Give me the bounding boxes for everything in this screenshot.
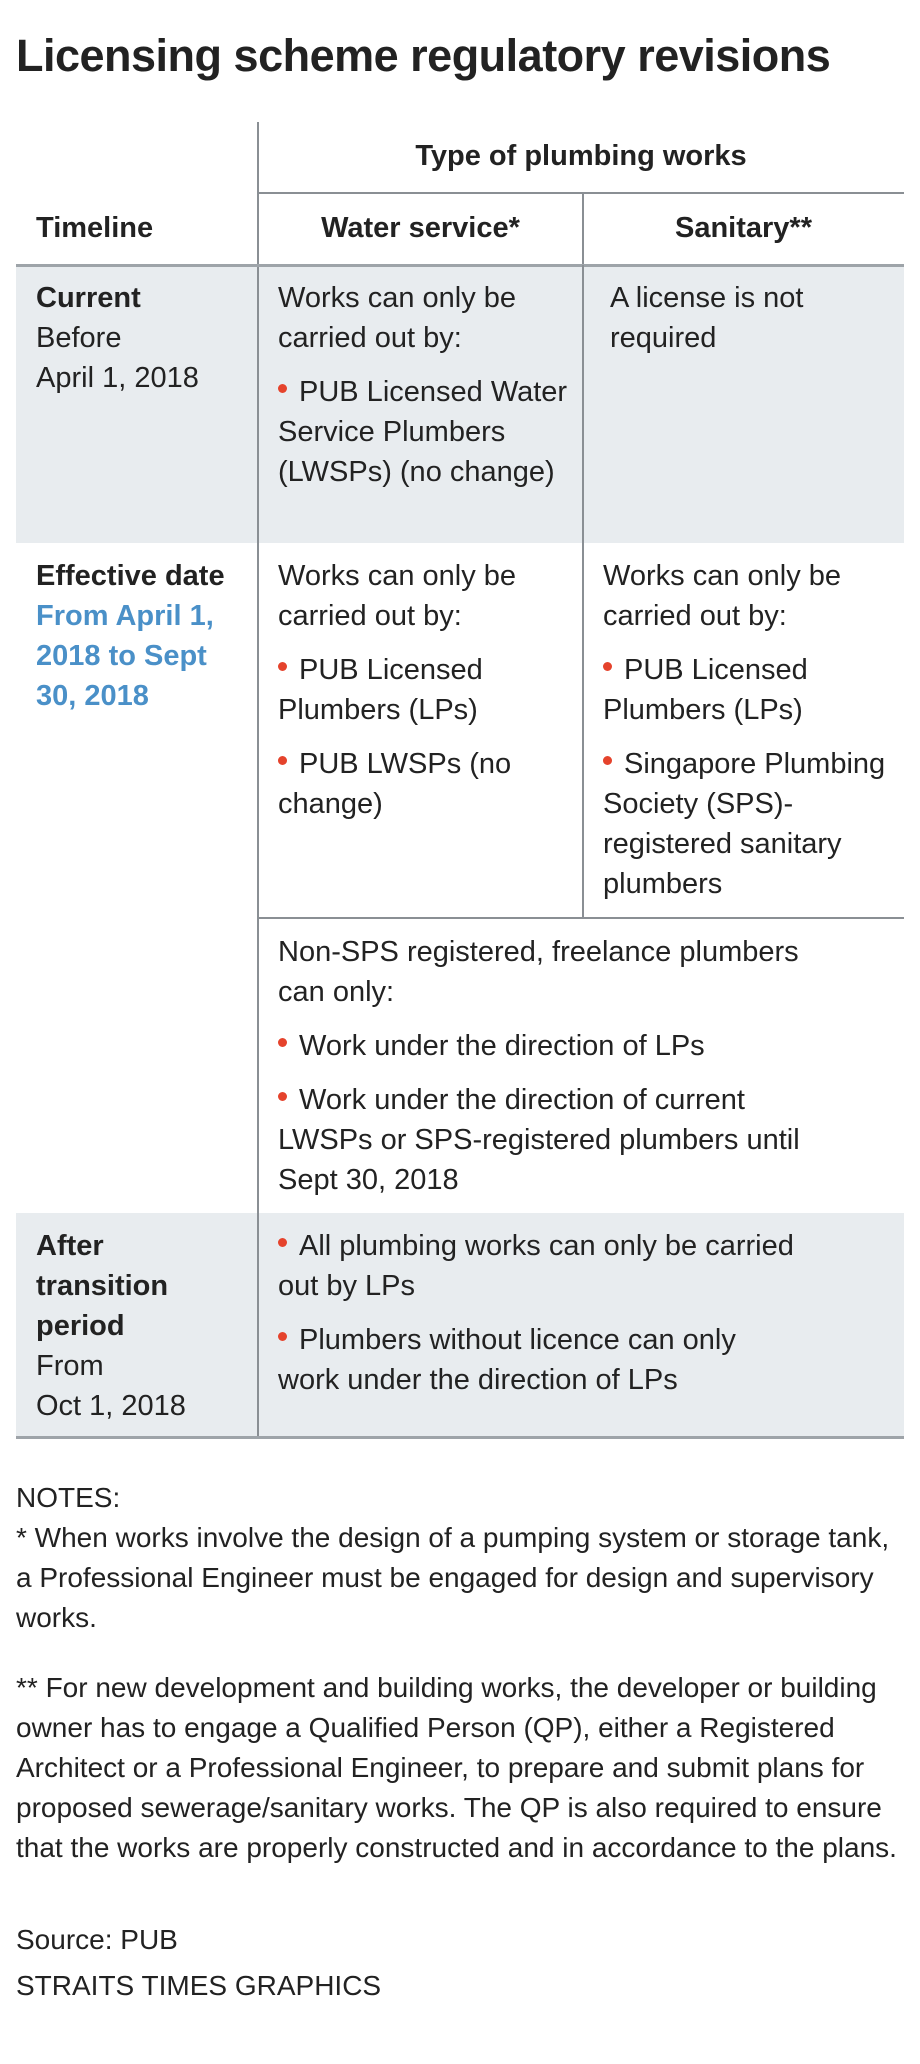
divider-header-group	[258, 192, 904, 194]
effective-water-intro: Works can only be carried out by:	[278, 560, 517, 632]
current-water-intro: Works can only be carried out by:	[278, 282, 517, 354]
note-2: ** For new development and building works, the developer or building owner has to engage a Qualified Person (QP), either a Registered Architect or a Professional Engineer, to prepare and submit plans for proposed sewerage/sanitary works. The QP is also required to ensure that the works are properly constructed and in accordance to the plans.	[16, 1672, 897, 1863]
divider-water-sanitary-effective	[582, 543, 584, 917]
divider-table-bottom	[16, 1436, 904, 1439]
current-label: Current	[36, 282, 141, 314]
bullet-dot-icon	[278, 662, 287, 671]
after-bullet-2	[278, 1320, 798, 1400]
after-sub1: From	[36, 1350, 104, 1382]
divider-water-sanitary-header	[582, 192, 584, 265]
bullet-dot-icon	[278, 1092, 287, 1101]
current-sub1: Before	[36, 322, 122, 354]
divider-water-sanitary-current	[582, 265, 584, 543]
bullet-text: All plumbing works can only be carried out by LPs	[278, 1230, 794, 1302]
header-water-service: Water service*	[321, 212, 520, 244]
after-timeline	[36, 1226, 186, 1426]
bullet-dot-icon	[278, 1332, 287, 1341]
header-sanitary: Sanitary**	[674, 212, 812, 244]
header-group-label: Type of plumbing works	[415, 140, 747, 172]
bullet-dot-icon	[603, 662, 612, 671]
bullet-text: Plumbers without licence can only work under the direction of LPs	[278, 1324, 736, 1396]
divider-header-bottom	[16, 264, 904, 267]
effective-freelance-bullet-2	[278, 1080, 838, 1200]
bullet-text: Work under the direction of current LWSPs or SPS-registered plumbers until Sept 30, 2018	[278, 1084, 800, 1196]
page-title: Licensing scheme regulatory revisions	[16, 30, 831, 81]
bullet-dot-icon	[278, 1038, 287, 1047]
notes-heading: NOTES:	[16, 1482, 121, 1513]
effective-sanitary-bullet-1	[603, 650, 895, 730]
bullet-dot-icon	[278, 756, 287, 765]
current-water-bullet	[278, 372, 568, 492]
effective-timeline	[36, 556, 246, 716]
divider-timeline	[257, 122, 259, 1437]
credit: STRAITS TIMES GRAPHICS	[16, 1970, 382, 2001]
effective-freelance-cell	[278, 932, 838, 1200]
current-sub2: April 1, 2018	[36, 362, 199, 394]
effective-sanitary-intro: Works can only be carried out by:	[603, 560, 842, 632]
current-timeline	[36, 278, 246, 398]
effective-water-cell	[278, 556, 568, 824]
bullet-dot-icon	[278, 384, 287, 393]
divider-freelance	[258, 917, 904, 919]
current-sanitary-text: A license is not required	[610, 282, 804, 354]
effective-water-bullet-2	[278, 744, 568, 824]
current-sanitary-cell	[610, 278, 810, 358]
note-1: * When works involve the design of a pumping system or storage tank, a Professional Engineer must be engaged for design and supervisory works.	[16, 1522, 890, 1633]
after-label: After transition period	[36, 1230, 169, 1342]
after-cell	[278, 1226, 798, 1400]
bullet-text: PUB Licensed Plumbers (LPs)	[278, 654, 483, 726]
source: Source: PUB	[16, 1924, 178, 1955]
notes-block	[16, 1478, 906, 2006]
after-bullet-1	[278, 1226, 798, 1306]
bullet-text: PUB Licensed Plumbers (LPs)	[603, 654, 808, 726]
effective-water-bullet-1	[278, 650, 568, 730]
bullet-text: PUB LWSPs (no change)	[278, 748, 512, 820]
header-timeline: Timeline	[36, 212, 154, 244]
bullet-text: Singapore Plumbing Society (SPS)-registered sanitary plumbers	[603, 748, 886, 900]
effective-date: From April 1, 2018 to Sept 30, 2018	[36, 600, 214, 712]
effective-freelance-intro: Non-SPS registered, freelance plumbers can only:	[278, 936, 799, 1008]
bullet-text: Work under the direction of LPs	[299, 1030, 705, 1062]
effective-sanitary-bullet-2	[603, 744, 895, 904]
bullet-dot-icon	[603, 756, 612, 765]
effective-sanitary-cell	[603, 556, 895, 904]
bullet-text: PUB Licensed Water Service Plumbers (LWSPs) (no change)	[278, 376, 568, 488]
current-water-cell	[278, 278, 568, 492]
effective-label: Effective date	[36, 560, 225, 592]
bullet-dot-icon	[278, 1238, 287, 1247]
effective-freelance-bullet-1	[278, 1026, 838, 1066]
after-sub2: Oct 1, 2018	[36, 1390, 186, 1422]
